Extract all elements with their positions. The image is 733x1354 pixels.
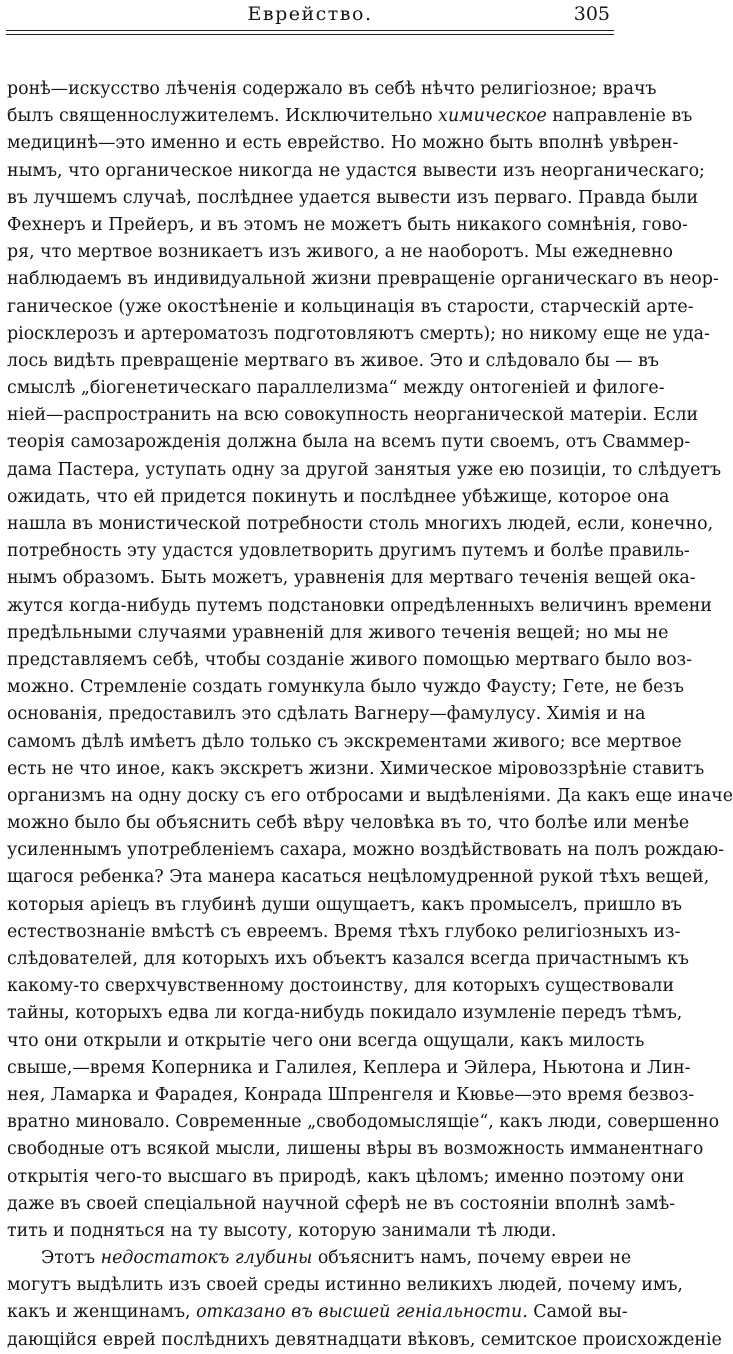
text-line	[7, 1272, 683, 1299]
text-line	[7, 674, 684, 701]
emphasized-text: отказано въ высшей геніальности.	[196, 1302, 528, 1323]
text-segment: Этотъ	[41, 1248, 101, 1269]
text-line	[7, 511, 714, 538]
text-line	[7, 402, 699, 429]
text-segment: щагося ребенка? Эта манера касаться нецѣломудренной рукой тѣхъ вещей,	[7, 867, 710, 888]
text-line	[7, 837, 724, 864]
text-line	[7, 756, 705, 783]
text-segment: даже въ своей спеціальной научной сферѣ не въ состояніи вполнѣ замѣ-	[7, 1193, 676, 1214]
text-segment: нымъ, что органическое никогда не удастся вывести изъ неорганическаго;	[7, 160, 705, 181]
body-text	[7, 76, 733, 1354]
text-line	[7, 294, 694, 321]
text-line	[7, 484, 670, 511]
text-line	[7, 783, 733, 810]
text-line	[7, 647, 693, 674]
text-segment: свыше,—время Коперника и Галилея, Кеплера и Эйлера, Ньютона и Лин-	[7, 1057, 691, 1078]
text-line	[7, 1136, 704, 1163]
text-segment: свободные отъ всякой мысли, лишены вѣры въ возможность имманентнаго	[7, 1139, 704, 1160]
text-segment: ожидать, что ей придется покинуть и послѣднее убѣжище, которое она	[7, 486, 670, 507]
text-segment: жутся когда-нибудь путемъ подстановки опредѣленныхъ величинъ времени	[7, 595, 712, 616]
text-segment: можно было бы объяснить себѣ вѣру человѣка въ то, что болѣе или менѣе	[7, 813, 690, 834]
text-segment: въ лучшемъ случаѣ, послѣднее удается вывести изъ перваго. Правда были	[7, 187, 699, 208]
text-line	[7, 1299, 628, 1326]
text-segment: нея, Ламарка и Фарадея, Конрада Шпренгеля и Кювье—это время безвоз-	[7, 1084, 695, 1105]
text-line	[7, 620, 669, 647]
text-line	[7, 565, 696, 592]
text-line	[7, 1191, 676, 1218]
text-segment: тайны, которыхъ едва ли когда-нибудь покидало изумленіе передъ тѣмъ,	[7, 1003, 683, 1024]
text-segment: представляемъ себѣ, чтобы созданіе живого помощью мертваго было воз-	[7, 649, 693, 670]
text-line	[7, 946, 689, 973]
text-line	[7, 1164, 685, 1191]
text-segment: слѣдователей, для которыхъ ихъ объектъ казался всегда причастнымъ къ	[7, 949, 689, 969]
text-segment: направленіе въ	[546, 106, 693, 127]
text-segment: ганическое (уже окостѣненіе и кольцинація въ старости, старческій арте-	[7, 296, 694, 317]
text-line	[7, 864, 710, 891]
text-segment: могутъ выдѣлить изъ своей среды истинно великихъ людей, почему имъ,	[7, 1275, 683, 1296]
text-segment: тить и подняться на ту высоту, которую занимали тѣ люди.	[7, 1220, 557, 1241]
text-segment: объяснитъ намъ, почему евреи не	[312, 1248, 632, 1269]
text-segment: смыслѣ „біогенетическаго параллелизма“ между онтогеніей и филоге-	[7, 378, 665, 399]
text-line	[7, 76, 657, 103]
text-segment: самомъ дѣлѣ имѣетъ дѣло только съ экскрементами живого; все мертвое	[7, 731, 682, 752]
header-rule-upper	[6, 30, 614, 31]
text-line	[7, 103, 693, 130]
text-segment: есть не что иное, какъ экскретъ жизни. Химическое міровоззрѣніе ставитъ	[7, 758, 705, 779]
text-segment: лось видѣть превращеніе мертваго въ живое. Это и слѣдовало бы — въ	[7, 350, 659, 371]
text-segment: дающійся еврей послѣднихъ девятнадцати вѣковъ, семитское происхожденіе	[7, 1329, 722, 1350]
text-segment: предѣльными случаями уравненій для живого теченія вещей; но мы не	[7, 622, 669, 643]
text-line	[7, 538, 690, 565]
text-segment: ріосклерозъ и артероматозъ подготовляютъ смерть); но никому еще не уда-	[7, 323, 710, 344]
text-segment: основанія, предоставилъ это сдѣлать Вагнеру—фамулусу. Химія и на	[7, 704, 646, 725]
text-line	[7, 892, 682, 919]
text-segment: медицинѣ—это именно и есть еврейство. Но можно быть вполнѣ увѣрен-	[7, 133, 679, 154]
text-segment: былъ священнослужителемъ. Исключительно	[7, 106, 439, 127]
text-segment: естествознаніе вмѣстѣ съ евреемъ. Время тѣхъ глубоко религіозныхъ из-	[7, 921, 681, 942]
text-line	[7, 185, 699, 212]
text-line	[7, 321, 710, 348]
emphasized-text: недостатокъ глубины	[100, 1248, 313, 1269]
text-segment: ронѣ—искусство лѣченія содержало въ себѣ нѣчто религіозное; врачъ	[7, 79, 657, 99]
text-segment: Фехнеръ и Прейеръ, и въ этомъ не можетъ быть никакого сомнѣнія, гово-	[7, 214, 688, 235]
text-segment: нашла въ монистической потребности столь многихъ людей, если, конечно,	[7, 514, 714, 534]
text-segment: нымъ образомъ. Быть можетъ, уравненія для мертваго теченія вещей ока-	[7, 568, 696, 589]
text-line	[7, 1082, 695, 1109]
text-segment: теорія самозарожденія должна была на всемъ пути своемъ, отъ Сваммер-	[7, 432, 691, 453]
text-line	[7, 810, 690, 837]
text-line	[7, 158, 705, 185]
text-line	[7, 1000, 683, 1027]
text-line	[7, 1327, 722, 1354]
text-segment: какому-то сверхчувственному достоинству, для которыхъ существовали	[7, 976, 675, 997]
text-segment: что они открыли и открытіе чего они всегда ощущали, какъ милость	[7, 1030, 645, 1051]
header-rule-lower	[6, 34, 614, 35]
text-line	[7, 973, 675, 1000]
text-segment: потребность эту удастся удовлетворить другимъ путемъ и болѣе правиль-	[7, 541, 690, 562]
text-line	[7, 429, 691, 456]
text-line	[7, 266, 719, 293]
text-segment: какъ и женщинамъ,	[7, 1302, 197, 1323]
text-segment: Самой вы-	[527, 1302, 628, 1323]
text-segment: открытія чего-то высшаго въ природѣ, какъ цѣломъ; именно поэтому они	[7, 1166, 685, 1187]
text-line	[7, 919, 681, 946]
text-line	[7, 130, 679, 157]
text-line	[7, 1055, 691, 1082]
text-segment: которыя аріецъ въ глубинѣ души ощущаетъ, какъ промыселъ, пришло въ	[7, 894, 682, 915]
text-line	[7, 348, 659, 375]
text-segment: ніей—распространить на всю совокупность неорганической матеріи. Если	[7, 405, 699, 426]
text-line	[7, 1028, 645, 1055]
text-segment: усиленнымъ употребленіемъ сахара, можно воздѣйствовать на полъ рождаю-	[7, 840, 724, 861]
text-line	[7, 1245, 632, 1272]
running-title: Еврейство.	[247, 3, 373, 25]
text-segment: наблюдаемъ въ индивидуальной жизни превращеніе органическаго въ неор-	[7, 269, 719, 290]
running-header	[6, 2, 614, 26]
text-line	[7, 212, 688, 239]
text-segment: ря, что мертвое возникаетъ изъ живого, а не наоборотъ. Мы ежедневно	[7, 242, 673, 263]
text-line	[7, 1109, 720, 1136]
text-segment: вратно миновало. Современные „свободомыслящіе“, какъ люди, совершенно	[7, 1112, 720, 1133]
text-line	[7, 701, 646, 728]
text-segment: дама Пастера, уступать одну за другой занятыя уже ею позиціи, то слѣдуетъ	[7, 459, 722, 480]
text-line	[7, 457, 722, 484]
text-line	[7, 593, 712, 620]
text-line	[7, 239, 673, 266]
text-segment: организмъ на одну доску съ его отбросами и выдѣленіями. Да какъ еще иначе	[7, 785, 733, 806]
text-segment: можно. Стремленіе создать гомункула было чуждо Фаусту; Гете, не безъ	[7, 677, 684, 698]
text-line	[7, 1218, 614, 1245]
text-line	[7, 729, 682, 756]
emphasized-text: химическое	[438, 106, 547, 127]
text-line	[7, 375, 665, 402]
page-number: 305	[573, 3, 610, 25]
